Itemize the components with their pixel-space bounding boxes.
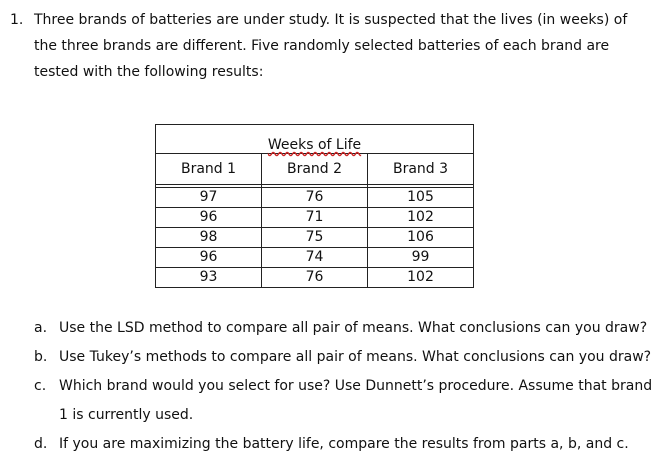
table-row	[156, 228, 474, 248]
column-header-brand-1: Brand 1	[156, 154, 262, 185]
group-header-text: Weeks of Life	[267, 137, 362, 153]
table-cell: 96	[156, 248, 262, 268]
table-cell: 93	[156, 268, 262, 288]
part-d	[34, 430, 646, 459]
table-cell: 97	[156, 188, 262, 208]
table-cell: 99	[368, 248, 474, 268]
part-b	[34, 343, 652, 372]
part-letter: d.	[34, 436, 48, 452]
column-header-brand-3: Brand 3	[368, 154, 474, 185]
part-text: If you are maximizing the battery life, compare the results from parts a, b, and c.	[59, 436, 629, 452]
table-cell: 106	[368, 228, 474, 248]
intro-line: Three brands of batteries are under study. It is suspected that the lives (in weeks) of	[34, 12, 628, 28]
part-c	[34, 372, 652, 430]
table-row	[156, 268, 474, 288]
part-text: Use Tukey’s methods to compare all pair of means. What conclusions can you draw?	[59, 349, 652, 365]
part-text: Use the LSD method to compare all pair of means. What conclusions can you draw?	[59, 320, 648, 336]
table-cell: 102	[368, 208, 474, 228]
table-cell: 75	[262, 228, 368, 248]
table-cell: 105	[368, 188, 474, 208]
part-letter: c.	[34, 378, 47, 394]
table-cell: 71	[262, 208, 368, 228]
part-letter: b.	[34, 349, 48, 365]
table-cell: 76	[262, 268, 368, 288]
part-text: 1 is currently used.	[59, 407, 194, 423]
intro-line: tested with the following results:	[34, 64, 264, 80]
intro-line: the three brands are different. Five randomly selected batteries of each brand are	[34, 38, 610, 54]
part-text: Which brand would you select for use? Use Dunnett’s procedure. Assume that brand	[59, 378, 652, 394]
problem-parts	[34, 314, 652, 459]
part-a	[34, 314, 646, 343]
battery-life-table	[155, 124, 474, 288]
table-row	[156, 188, 474, 208]
table-cell: 102	[368, 268, 474, 288]
column-header-brand-2: Brand 2	[262, 154, 368, 185]
table-row	[156, 208, 474, 228]
table-row	[156, 248, 474, 268]
table-cell: 74	[262, 248, 368, 268]
part-letter: a.	[34, 320, 48, 336]
table-cell: 96	[156, 208, 262, 228]
table-cell: 76	[262, 188, 368, 208]
problem-number: 1.	[10, 12, 24, 28]
table-cell: 98	[156, 228, 262, 248]
table-group-header	[156, 125, 474, 154]
